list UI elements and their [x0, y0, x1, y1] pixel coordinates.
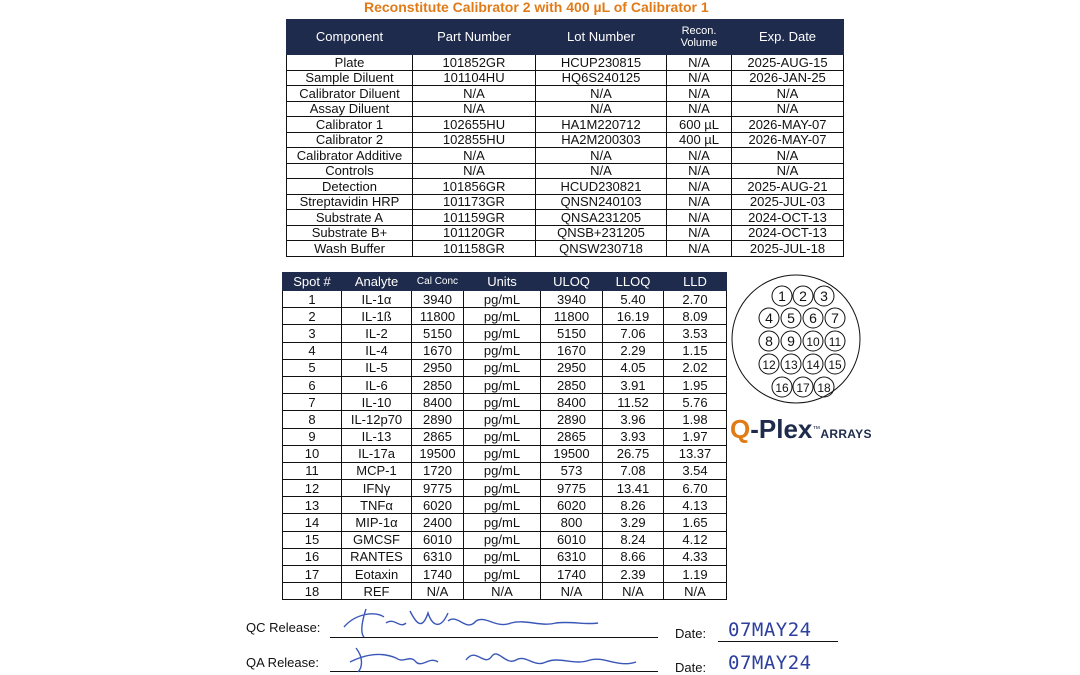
uloq-cell: 11800 [541, 308, 603, 325]
exp-date-cell: N/A [732, 148, 844, 164]
components-header-row [287, 20, 844, 55]
recon-volume-cell: 400 µL [667, 132, 732, 148]
spot-number: 7 [831, 310, 839, 326]
cal-conc-cell: 1720 [412, 462, 464, 479]
uloq-cell: N/A [541, 583, 603, 600]
component-row [287, 132, 844, 148]
cal-conc-cell: 6010 [412, 531, 464, 548]
lld-cell: 4.33 [664, 548, 727, 565]
units-cell: pg/mL [464, 291, 541, 308]
component-name-cell: Assay Diluent [287, 101, 413, 117]
spot-cell: 9 [283, 428, 342, 445]
uloq-cell: 2850 [541, 376, 603, 393]
exp-date-cell: N/A [732, 101, 844, 117]
uloq-cell: 2865 [541, 428, 603, 445]
analyte-row [283, 531, 727, 548]
uloq-cell: 2950 [541, 359, 603, 376]
lloq-cell: 2.39 [603, 566, 664, 583]
header-part-number: Part Number [413, 20, 536, 55]
spot-number: 3 [820, 288, 828, 304]
recon-volume-cell: N/A [667, 55, 732, 71]
exp-date-cell: 2025-AUG-15 [732, 55, 844, 71]
cal-conc-cell: 1670 [412, 342, 464, 359]
qc-date-label: Date: [675, 626, 707, 641]
lloq-cell: 3.29 [603, 514, 664, 531]
spot-cell: 14 [283, 514, 342, 531]
lloq-cell: 7.08 [603, 462, 664, 479]
spot-number: 5 [787, 310, 795, 326]
part-number-cell: N/A [413, 86, 536, 102]
spot-number: 9 [787, 333, 795, 349]
component-name-cell: Substrate B+ [287, 225, 413, 241]
analyte-cell: IL-4 [342, 342, 412, 359]
analyte-row [283, 548, 727, 565]
lloq-cell: 8.66 [603, 548, 664, 565]
analyte-cell: RANTES [342, 548, 412, 565]
units-cell: pg/mL [464, 514, 541, 531]
lot-number-cell: QNSA231205 [536, 210, 667, 226]
units-cell: pg/mL [464, 548, 541, 565]
cal-conc-cell: 2890 [412, 411, 464, 428]
lld-cell: 1.98 [664, 411, 727, 428]
lot-number-cell: QNSN240103 [536, 194, 667, 210]
qc-date: 07MAY24 [728, 619, 812, 641]
analyte-row [283, 342, 727, 359]
analyte-row [283, 514, 727, 531]
cal-conc-cell: N/A [412, 583, 464, 600]
analyte-row [283, 428, 727, 445]
lloq-cell: 8.26 [603, 497, 664, 514]
component-row [287, 179, 844, 195]
spot-cell: 1 [283, 291, 342, 308]
exp-date-cell: 2024-OCT-13 [732, 225, 844, 241]
analyte-row [283, 359, 727, 376]
cal-conc-cell: 2850 [412, 376, 464, 393]
units-cell: pg/mL [464, 445, 541, 462]
spot-number: 17 [796, 381, 810, 395]
header-units: Units [464, 273, 541, 291]
component-name-cell: Controls [287, 163, 413, 179]
component-name-cell: Calibrator 1 [287, 117, 413, 133]
analyte-cell: MIP-1α [342, 514, 412, 531]
exp-date-cell: 2025-JUL-18 [732, 241, 844, 257]
lld-cell: 2.02 [664, 359, 727, 376]
uloq-cell: 6010 [541, 531, 603, 548]
analyte-cell: IL-12p70 [342, 411, 412, 428]
analyte-cell: Eotaxin [342, 566, 412, 583]
recon-volume-cell: N/A [667, 179, 732, 195]
header-uloq: ULOQ [541, 273, 603, 291]
spot-cell: 16 [283, 548, 342, 565]
spot-number: 6 [809, 310, 817, 326]
exp-date-cell: N/A [732, 86, 844, 102]
component-name-cell: Plate [287, 55, 413, 71]
units-cell: pg/mL [464, 359, 541, 376]
logo-plex: Plex [758, 414, 813, 444]
exp-date-cell: 2026-MAY-07 [732, 117, 844, 133]
component-name-cell: Detection [287, 179, 413, 195]
logo-q: Q [730, 414, 751, 444]
units-cell: pg/mL [464, 566, 541, 583]
lld-cell: 5.76 [664, 394, 727, 411]
spot-cell: 11 [283, 462, 342, 479]
recon-volume-cell: N/A [667, 225, 732, 241]
spot-number: 11 [828, 335, 842, 349]
cal-conc-cell: 5150 [412, 325, 464, 342]
spot-cell: 12 [283, 480, 342, 497]
component-row [287, 117, 844, 133]
part-number-cell: 101120GR [413, 225, 536, 241]
recon-volume-label: Recon. Volume [680, 25, 718, 49]
exp-date-cell: 2026-MAY-07 [732, 132, 844, 148]
units-cell: pg/mL [464, 462, 541, 479]
recon-volume-cell: N/A [667, 194, 732, 210]
cal-conc-cell: 2400 [412, 514, 464, 531]
analyte-cell: REF [342, 583, 412, 600]
uloq-cell: 800 [541, 514, 603, 531]
component-name-cell: Streptavidin HRP [287, 194, 413, 210]
uloq-cell: 5150 [541, 325, 603, 342]
lot-number-cell: N/A [536, 163, 667, 179]
cal-conc-cell: 3940 [412, 291, 464, 308]
part-number-cell: 101104HU [413, 70, 536, 86]
spot-cell: 7 [283, 394, 342, 411]
lloq-cell: 26.75 [603, 445, 664, 462]
lot-number-cell: HCUP230815 [536, 55, 667, 71]
analyte-cell: IL-1ß [342, 308, 412, 325]
spot-cell: 10 [283, 445, 342, 462]
exp-date-cell: 2025-AUG-21 [732, 179, 844, 195]
analyte-cell: IFNγ [342, 480, 412, 497]
components-table [286, 19, 844, 257]
part-number-cell: N/A [413, 163, 536, 179]
analyte-cell: MCP-1 [342, 462, 412, 479]
header-lld: LLD [664, 273, 727, 291]
spot-number: 8 [765, 333, 773, 349]
part-number-cell: 102655HU [413, 117, 536, 133]
recon-volume-cell: 600 µL [667, 117, 732, 133]
lld-cell: 6.70 [664, 480, 727, 497]
exp-date-cell: 2025-JUL-03 [732, 194, 844, 210]
page-title: Reconstitute Calibrator 2 with 400 µL of Calibrator 1 [364, 0, 709, 15]
lld-cell: 2.70 [664, 291, 727, 308]
spot-number: 18 [817, 381, 831, 395]
uloq-cell: 1670 [541, 342, 603, 359]
spot-number: 14 [806, 358, 820, 372]
component-name-cell: Calibrator Additive [287, 148, 413, 164]
exp-date-cell: N/A [732, 163, 844, 179]
analyte-row [283, 325, 727, 342]
spots-group [759, 286, 845, 397]
spot-number: 13 [784, 358, 798, 372]
component-row [287, 55, 844, 71]
spot-layout-diagram [731, 268, 861, 408]
component-name-cell: Substrate A [287, 210, 413, 226]
units-cell: pg/mL [464, 480, 541, 497]
recon-volume-cell: N/A [667, 101, 732, 117]
header-cal-conc: Cal Conc [412, 273, 464, 291]
lot-number-cell: N/A [536, 86, 667, 102]
cal-conc-cell: 8400 [412, 394, 464, 411]
spot-number: 16 [775, 381, 789, 395]
recon-volume-cell: N/A [667, 70, 732, 86]
lloq-cell: 3.93 [603, 428, 664, 445]
header-component: Component [287, 20, 413, 55]
analyte-header-row [283, 273, 727, 291]
header-lloq: LLOQ [603, 273, 664, 291]
header-recon-volume [667, 20, 732, 55]
lld-cell: 8.09 [664, 308, 727, 325]
cal-conc-cell: 19500 [412, 445, 464, 462]
cal-conc-cell: 6310 [412, 548, 464, 565]
lloq-cell: 2.29 [603, 342, 664, 359]
units-cell: pg/mL [464, 394, 541, 411]
analyte-cell: IL-10 [342, 394, 412, 411]
spot-cell: 5 [283, 359, 342, 376]
qa-date-label: Date: [675, 660, 707, 675]
units-cell: N/A [464, 583, 541, 600]
component-row [287, 148, 844, 164]
component-row [287, 101, 844, 117]
uloq-cell: 8400 [541, 394, 603, 411]
cal-conc-cell: 9775 [412, 480, 464, 497]
lot-number-cell: QNSB+231205 [536, 225, 667, 241]
lot-number-cell: N/A [536, 101, 667, 117]
qc-date-line [718, 641, 838, 642]
lld-cell: 1.65 [664, 514, 727, 531]
lloq-cell: N/A [603, 583, 664, 600]
spot-number: 2 [799, 288, 807, 304]
qc-signature [336, 603, 606, 643]
units-cell: pg/mL [464, 308, 541, 325]
analyte-row [283, 411, 727, 428]
analyte-cell: IL-17a [342, 445, 412, 462]
logo-dash: - [750, 414, 759, 444]
analyte-cell: IL-2 [342, 325, 412, 342]
units-cell: pg/mL [464, 428, 541, 445]
analyte-row [283, 394, 727, 411]
spot-cell: 8 [283, 411, 342, 428]
spot-cell: 15 [283, 531, 342, 548]
exp-date-cell: 2024-OCT-13 [732, 210, 844, 226]
cal-conc-cell: 1740 [412, 566, 464, 583]
component-row [287, 194, 844, 210]
analyte-cell: IL-1α [342, 291, 412, 308]
analyte-cell: TNFα [342, 497, 412, 514]
spot-cell: 3 [283, 325, 342, 342]
units-cell: pg/mL [464, 376, 541, 393]
lot-number-cell: N/A [536, 148, 667, 164]
cal-conc-cell: 6020 [412, 497, 464, 514]
units-cell: pg/mL [464, 325, 541, 342]
spot-cell: 2 [283, 308, 342, 325]
lld-cell: 1.95 [664, 376, 727, 393]
lld-cell: 4.13 [664, 497, 727, 514]
recon-volume-cell: N/A [667, 148, 732, 164]
spot-number: 1 [778, 288, 786, 304]
uloq-cell: 19500 [541, 445, 603, 462]
lld-cell: N/A [664, 583, 727, 600]
component-row [287, 163, 844, 179]
component-row [287, 241, 844, 257]
part-number-cell: N/A [413, 148, 536, 164]
lld-cell: 4.12 [664, 531, 727, 548]
component-row [287, 70, 844, 86]
lloq-cell: 13.41 [603, 480, 664, 497]
exp-date-cell: 2026-JAN-25 [732, 70, 844, 86]
lld-cell: 13.37 [664, 445, 727, 462]
component-name-cell: Calibrator 2 [287, 132, 413, 148]
lld-cell: 3.54 [664, 462, 727, 479]
lloq-cell: 11.52 [603, 394, 664, 411]
header-analyte: Analyte [342, 273, 412, 291]
lloq-cell: 4.05 [603, 359, 664, 376]
recon-volume-cell: N/A [667, 241, 732, 257]
units-cell: pg/mL [464, 411, 541, 428]
part-number-cell: 101173GR [413, 194, 536, 210]
lloq-cell: 3.91 [603, 376, 664, 393]
spot-number: 10 [806, 335, 820, 349]
analyte-row [283, 376, 727, 393]
part-number-cell: 101856GR [413, 179, 536, 195]
component-name-cell: Wash Buffer [287, 241, 413, 257]
header-exp-date: Exp. Date [732, 20, 844, 55]
analyte-row [283, 566, 727, 583]
header-spot: Spot # [283, 273, 342, 291]
uloq-cell: 573 [541, 462, 603, 479]
qc-release-label: QC Release: [246, 620, 321, 635]
lloq-cell: 5.40 [603, 291, 664, 308]
analyte-cell: IL-5 [342, 359, 412, 376]
analyte-row [283, 480, 727, 497]
units-cell: pg/mL [464, 497, 541, 514]
logo-arrays: ARRAYS [820, 427, 872, 441]
cal-conc-cell: 2865 [412, 428, 464, 445]
uloq-cell: 6020 [541, 497, 603, 514]
spot-cell: 17 [283, 566, 342, 583]
recon-volume-cell: N/A [667, 86, 732, 102]
qa-signature [346, 638, 646, 675]
analyte-cell: IL-6 [342, 376, 412, 393]
spot-cell: 18 [283, 583, 342, 600]
spot-number: 12 [762, 358, 776, 372]
part-number-cell: 101158GR [413, 241, 536, 257]
q-plex-arrays-logo [730, 414, 872, 446]
analyte-cell: IL-13 [342, 428, 412, 445]
lot-number-cell: HA1M220712 [536, 117, 667, 133]
uloq-cell: 6310 [541, 548, 603, 565]
spot-cell: 13 [283, 497, 342, 514]
uloq-cell: 1740 [541, 566, 603, 583]
units-cell: pg/mL [464, 531, 541, 548]
spot-cell: 4 [283, 342, 342, 359]
part-number-cell: N/A [413, 101, 536, 117]
recon-volume-cell: N/A [667, 210, 732, 226]
lld-cell: 1.15 [664, 342, 727, 359]
recon-volume-cell: N/A [667, 163, 732, 179]
lld-cell: 1.97 [664, 428, 727, 445]
analyte-table [282, 272, 727, 600]
part-number-cell: 101852GR [413, 55, 536, 71]
spot-cell: 6 [283, 376, 342, 393]
analyte-cell: GMCSF [342, 531, 412, 548]
component-row [287, 225, 844, 241]
lot-number-cell: QNSW230718 [536, 241, 667, 257]
logo-tm: ™ [812, 424, 821, 434]
cal-conc-cell: 11800 [412, 308, 464, 325]
analyte-row [283, 497, 727, 514]
spot-number: 4 [765, 310, 773, 326]
uloq-cell: 3940 [541, 291, 603, 308]
lloq-cell: 7.06 [603, 325, 664, 342]
lot-number-cell: HCUD230821 [536, 179, 667, 195]
part-number-cell: 102855HU [413, 132, 536, 148]
component-name-cell: Calibrator Diluent [287, 86, 413, 102]
units-cell: pg/mL [464, 342, 541, 359]
lot-number-cell: HA2M200303 [536, 132, 667, 148]
header-lot-number: Lot Number [536, 20, 667, 55]
spot-number: 15 [828, 358, 842, 372]
analyte-row [283, 445, 727, 462]
analyte-row [283, 308, 727, 325]
qa-release-label: QA Release: [246, 655, 319, 670]
component-row [287, 210, 844, 226]
qa-date: 07MAY24 [728, 652, 812, 674]
lloq-cell: 3.96 [603, 411, 664, 428]
lloq-cell: 8.24 [603, 531, 664, 548]
component-name-cell: Sample Diluent [287, 70, 413, 86]
lld-cell: 3.53 [664, 325, 727, 342]
component-row [287, 86, 844, 102]
analyte-row [283, 462, 727, 479]
uloq-cell: 9775 [541, 480, 603, 497]
cal-conc-cell: 2950 [412, 359, 464, 376]
lld-cell: 1.19 [664, 566, 727, 583]
uloq-cell: 2890 [541, 411, 603, 428]
lloq-cell: 16.19 [603, 308, 664, 325]
analyte-row [283, 291, 727, 308]
lot-number-cell: HQ6S240125 [536, 70, 667, 86]
analyte-row [283, 583, 727, 600]
part-number-cell: 101159GR [413, 210, 536, 226]
